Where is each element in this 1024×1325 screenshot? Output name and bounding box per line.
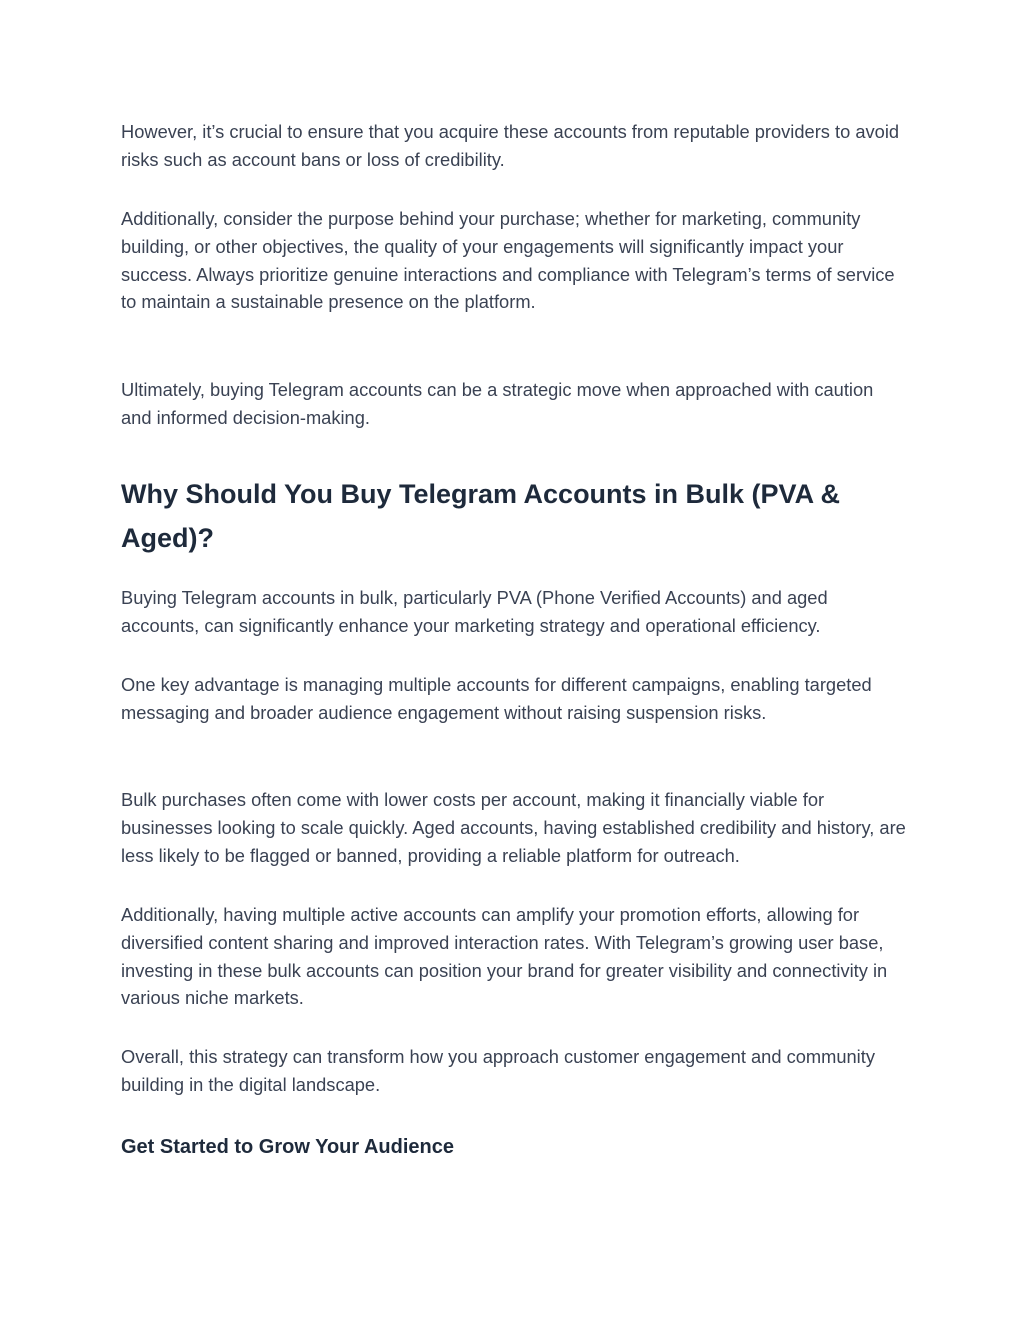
paragraph-bulk-intro: Buying Telegram accounts in bulk, particularly PVA (Phone Verified Accounts) and aged accounts, can significantly enhance your marketing strategy and operational efficiency. (121, 587, 828, 636)
paragraph-purpose: Additionally, consider the purpose behind your purchase; whether for marketing, community building, or other objectives, the quality of your engagements will significantly impact your success. Always prioritize genuine interactions and compliance with Telegram’s terms of service to maintain a sustainable presence on the platform. (121, 208, 895, 313)
paragraph-lower-costs: Bulk purchases often come with lower costs per account, making it financially viable for businesses looking to scale quickly. Aged accounts, having established credibility and history, are less likely to be flagged or banned, providing a reliable platform for outreach. (121, 789, 906, 866)
paragraph-key-advantage: One key advantage is managing multiple accounts for different campaigns, enabling targeted messaging and broader audience engagement without raising suspension risks. (121, 674, 872, 723)
section-heading: Why Should You Buy Telegram Accounts in Bulk (PVA & Aged)? (121, 479, 841, 553)
paragraph-overall: Overall, this strategy can transform how you approach customer engagement and community building in the digital landscape. (121, 1046, 875, 1095)
paragraph-ultimately: Ultimately, buying Telegram accounts can be a strategic move when approached with caution and informed decision-making. (121, 379, 874, 428)
paragraph-reputable-providers: However, it’s crucial to ensure that you acquire these accounts from reputable providers to avoid risks such as account bans or loss of credibility. (121, 121, 900, 170)
paragraph-multiple-accounts: Additionally, having multiple active accounts can amplify your promotion efforts, allowing for diversified content sharing and improved interaction rates. With Telegram’s growing user base, investing in these bulk accounts can position your brand for greater visibility and connectivity in various niche markets. (121, 904, 888, 1009)
subheading-get-started: Get Started to Grow Your Audience (121, 1136, 455, 1158)
